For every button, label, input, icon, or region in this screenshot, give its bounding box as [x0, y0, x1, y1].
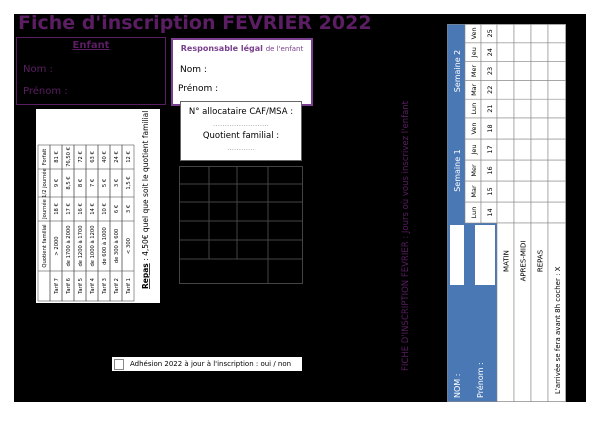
tarif-cell: 40 € — [102, 151, 108, 163]
tarif-cell: 9 € — [54, 178, 60, 188]
date-label: 18 — [486, 124, 494, 133]
schedule-checkbox-week1[interactable] — [531, 160, 548, 181]
schedule-checkbox-week2[interactable] — [531, 80, 548, 99]
responsable-box — [171, 38, 313, 106]
side-title-text: FICHE D'INSCRIPTION FEVRIER : Jours où vous inscrivez l'enfant — [401, 100, 411, 371]
tarif-cell: de 1000 à 1200 — [90, 225, 96, 267]
schedule-checkbox-week2[interactable] — [531, 99, 548, 118]
tarif-cell: 17 € — [66, 203, 72, 215]
date-label: 25 — [486, 29, 494, 38]
tarif-cell: Tarif 7 — [54, 278, 60, 294]
date-label: 14 — [486, 208, 494, 217]
tarif-cell: 10 € — [102, 203, 108, 215]
date-label: 24 — [486, 48, 494, 57]
date-label: 21 — [486, 104, 494, 113]
schedule-cells — [447, 24, 566, 402]
schedule-checkbox-week1[interactable] — [548, 181, 566, 202]
tarif-cell: de 300 à 600 — [114, 228, 120, 264]
schedule-checkbox-week2[interactable] — [531, 62, 548, 81]
schedule-checkbox-week2[interactable] — [514, 80, 531, 99]
schedule-checkbox-week1[interactable] — [497, 202, 514, 223]
quotient-dots: ………… — [227, 144, 255, 152]
responsable-nom-label: Nom : — [180, 65, 207, 75]
schedule-checkbox-week2[interactable] — [548, 62, 566, 81]
tarif-cell: Tarif 1 — [126, 278, 132, 294]
tarif-cell: 8 € — [78, 178, 84, 188]
day-label: Jeu — [470, 144, 478, 155]
schedule-checkbox-week1[interactable] — [548, 139, 566, 160]
tarif-cell: 8,5 € — [66, 176, 72, 190]
caf-box — [180, 101, 302, 161]
schedule-checkbox-week2[interactable] — [497, 99, 514, 118]
tarif-cell: de 1700 à 2000 — [66, 225, 72, 267]
enfant-prenom-label: Prénom : — [23, 86, 68, 97]
tarif-cell: 5 € — [102, 178, 108, 188]
tarif-cell: 3 € — [126, 204, 132, 214]
schedule-checkbox-week1[interactable] — [531, 202, 548, 223]
nom-input[interactable] — [450, 225, 464, 285]
row-label: MATIN — [502, 250, 511, 272]
row-label-cell — [497, 223, 514, 402]
schedule-checkbox-week1[interactable] — [497, 181, 514, 202]
schedule-table — [447, 24, 566, 402]
schedule-checkbox-week2[interactable] — [514, 99, 531, 118]
repas-note — [141, 111, 150, 289]
schedule-checkbox-week1[interactable] — [531, 118, 548, 139]
schedule-checkbox-week2[interactable] — [497, 80, 514, 99]
tarif-cell: < 300 — [126, 238, 132, 254]
tarif-cell: 24 € — [114, 151, 120, 163]
repas-label: Repas — [141, 263, 150, 289]
prenom-input[interactable] — [475, 225, 495, 285]
row-label: L'arrivée se fera avant 8h cocher : X — [554, 266, 562, 394]
schedule-checkbox-week2[interactable] — [548, 24, 566, 43]
tarif-cell: 72 € — [78, 151, 84, 163]
tarif-cell: de 600 à 1000 — [102, 227, 108, 265]
tarif-cell: 3 € — [114, 178, 120, 188]
tarif-table — [36, 109, 160, 303]
day-label: Mer — [470, 64, 478, 78]
adhesion-line — [112, 357, 302, 371]
date-label: 15 — [486, 187, 494, 196]
tarif-cell: 1,5 € — [126, 176, 132, 190]
responsable-heading-suffix: de l'enfant — [265, 45, 304, 53]
tarif-cell: Tarif 4 — [90, 278, 96, 294]
prenom-label: Prénom : — [476, 362, 485, 398]
tarif-cell: 14 € — [90, 203, 96, 215]
tarif-cell: 63 € — [90, 151, 96, 163]
caf-number-label: N° allocataire CAF/MSA : — [188, 107, 294, 117]
tarif-header-cell: 1/2 journée — [42, 168, 48, 198]
day-label: Ven — [470, 122, 478, 135]
schedule-checkbox-week1[interactable] — [531, 181, 548, 202]
day-label: Lun — [470, 206, 478, 219]
date-label: 16 — [486, 166, 494, 175]
semaine1-label: Semaine 1 — [453, 149, 462, 192]
tarif-cell: 12 € — [126, 151, 132, 163]
schedule-checkbox-week2[interactable] — [548, 80, 566, 99]
semaine2-label: Semaine 2 — [453, 49, 462, 93]
responsable-heading-main: Responsable légal — [180, 44, 263, 53]
date-label: 23 — [486, 66, 494, 76]
schedule-checkbox-week1[interactable] — [548, 202, 566, 223]
schedule-checkbox-week1[interactable] — [497, 139, 514, 160]
tarif-cell: Tarif 6 — [66, 278, 72, 294]
schedule-checkbox-week1[interactable] — [514, 118, 531, 139]
responsable-heading — [173, 44, 311, 53]
schedule-checkbox-week1[interactable] — [548, 160, 566, 181]
tarif-cell: 76,50 € — [66, 147, 72, 167]
schedule-checkbox-week2[interactable] — [514, 43, 531, 62]
enfant-nom-label: Nom : — [23, 64, 53, 75]
day-label: Lun — [470, 102, 478, 115]
date-label: 22 — [486, 85, 494, 94]
schedule-checkbox-week2[interactable] — [548, 99, 566, 118]
schedule-checkbox-week2[interactable] — [548, 43, 566, 62]
schedule-checkbox-week1[interactable] — [548, 118, 566, 139]
tarif-header-cell: Journée — [42, 199, 48, 219]
day-label: Mar — [470, 83, 478, 96]
quotient-label: Quotient familial : — [202, 131, 280, 141]
schedule-checkbox-week1[interactable] — [514, 181, 531, 202]
tarif-cell: 7 € — [90, 178, 96, 188]
schedule-checkbox-week2[interactable] — [514, 24, 531, 43]
tarif-cell: Tarif 3 — [102, 278, 108, 294]
schedule-checkbox-week2[interactable] — [531, 24, 548, 43]
row-label: APRES-MIDI — [519, 240, 528, 282]
tarif-cell: de 1200 à 1700 — [78, 225, 84, 267]
day-label: Jeu — [470, 47, 478, 58]
side-title — [398, 36, 412, 371]
date-label: 17 — [486, 145, 494, 154]
schedule-checkbox-week2[interactable] — [497, 62, 514, 81]
tarif-cell: Tarif 5 — [78, 278, 84, 294]
enfant-box — [16, 37, 166, 105]
enfant-heading: Enfant — [72, 40, 110, 51]
schedule-checkbox-week1[interactable] — [514, 160, 531, 181]
tarif-cell: 18 € — [54, 203, 60, 215]
schedule-checkbox-week2[interactable] — [497, 43, 514, 62]
responsable-prenom-label: Prénom : — [178, 84, 219, 94]
tarif-cell: 16 € — [78, 203, 84, 215]
caf-number-dots: …………………… — [213, 120, 269, 128]
schedule-checkbox-week2[interactable] — [514, 62, 531, 81]
schedule-checkbox-week1[interactable] — [514, 139, 531, 160]
nom-label: NOM : — [453, 373, 462, 398]
day-label: Mer — [470, 164, 478, 177]
page-title: Fiche d'inscription FEVRIER 2022 — [18, 12, 372, 34]
day-label: Mar — [470, 185, 478, 198]
tarif-header-cell: Forfait — [42, 148, 48, 166]
adhesion-checkbox[interactable] — [114, 359, 124, 370]
schedule-checkbox-week2[interactable] — [531, 43, 548, 62]
schedule-checkbox-week2[interactable] — [497, 24, 514, 43]
schedule-checkbox-week1[interactable] — [531, 139, 548, 160]
tarif-cell: > 2000 — [54, 236, 60, 256]
schedule-checkbox-week1[interactable] — [497, 160, 514, 181]
schedule-checkbox-week1[interactable] — [514, 202, 531, 223]
row-label: REPAS — [536, 249, 545, 273]
tarif-header-cell: Quotient familial — [42, 224, 48, 268]
tarif-cell: 81 € — [54, 151, 60, 163]
tarif-cell: Tarif 2 — [114, 278, 120, 294]
tarif-cell: 6 € — [114, 204, 120, 214]
schedule-checkbox-week1[interactable] — [497, 118, 514, 139]
blank-grid — [179, 166, 303, 284]
repas-price: : 4,50€ quel que soit le quotient familial — [141, 110, 150, 261]
adhesion-text: Adhésion 2022 à jour à l'inscription : oui / non — [130, 360, 292, 368]
day-label: Ven — [470, 27, 478, 40]
